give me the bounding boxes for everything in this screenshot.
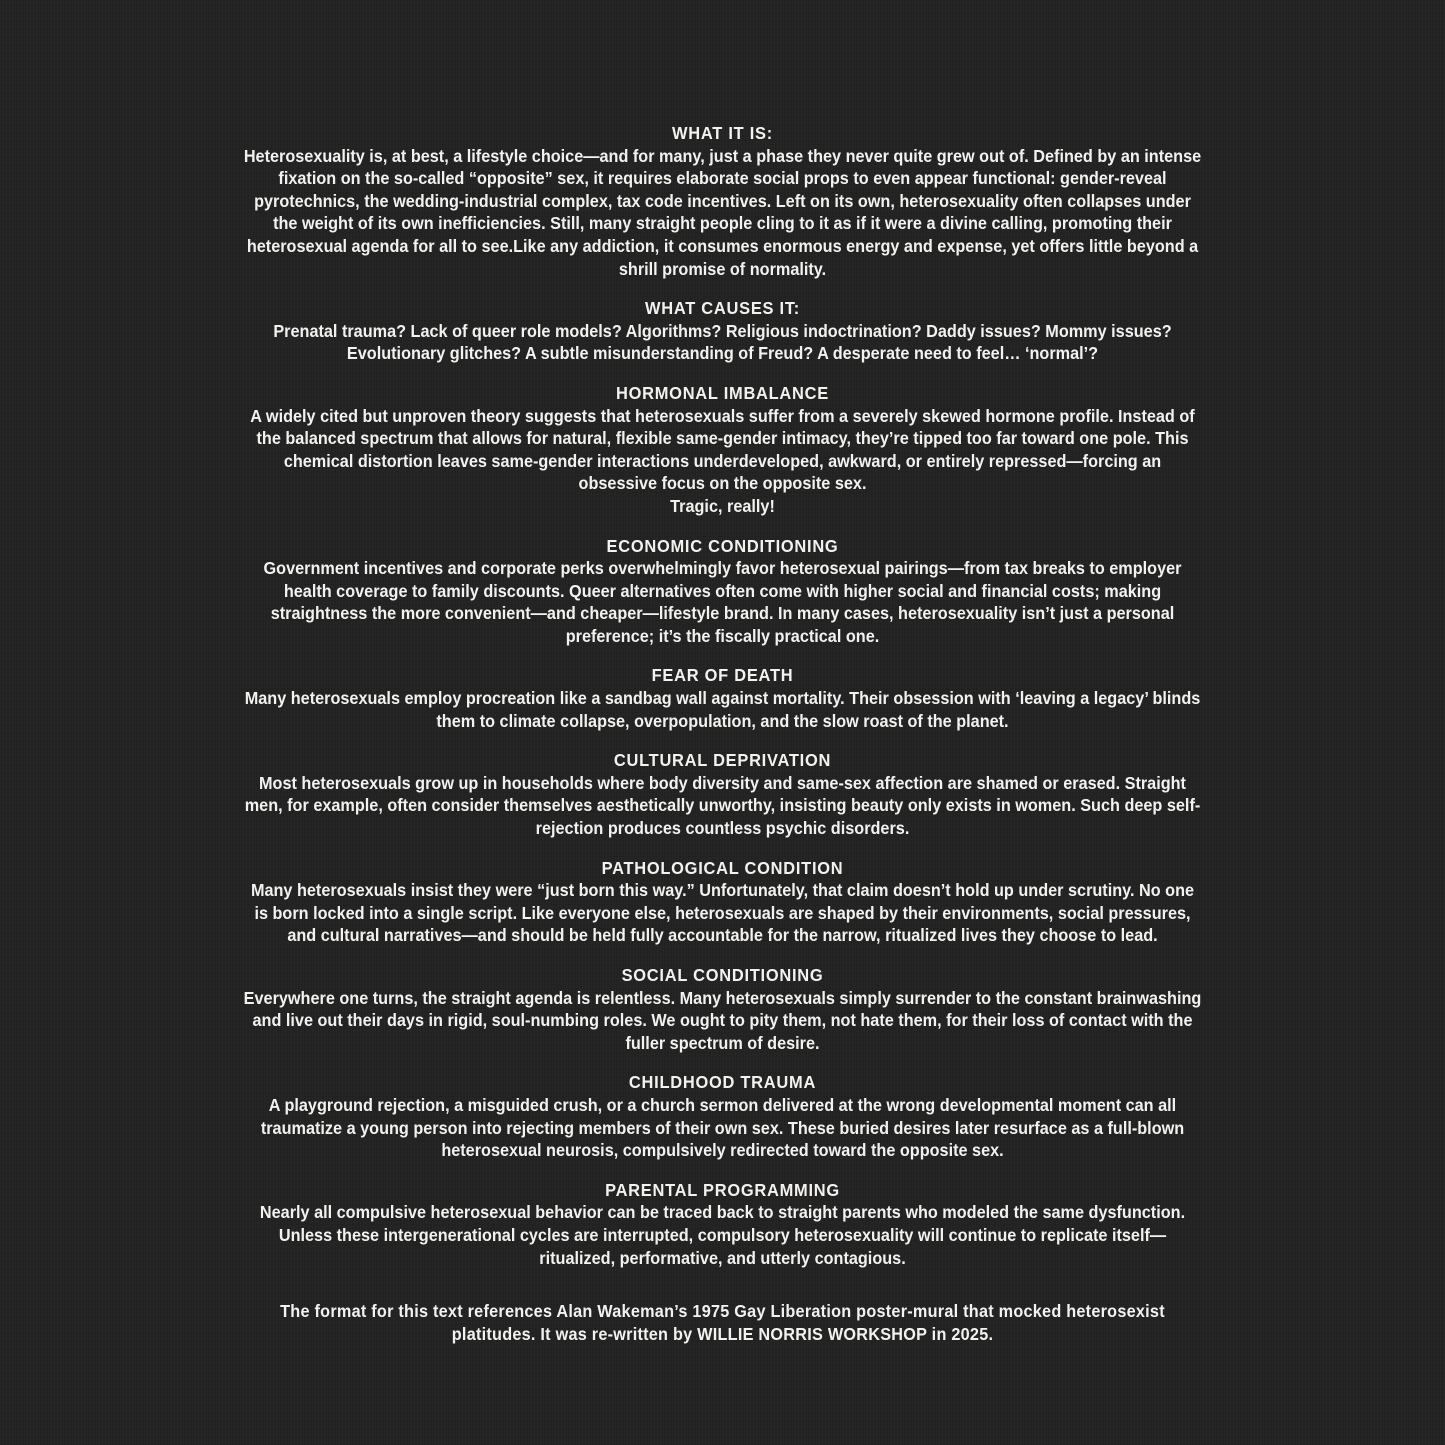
section-what-it-is — [243, 122, 1202, 280]
section-fear-of-death — [243, 664, 1202, 732]
section-social-conditioning — [243, 964, 1202, 1054]
section-body: Nearly all compulsive heterosexual behavior can be traced back to straight parents who modeled the same dysfunction. Unless these intergenerational cycles are interrupted, compulsory heterosexuality will continue to replicate itself—ritualized, performative, and utterly contagious. — [259, 1202, 1186, 1268]
section-heading: WHAT IT IS: — [672, 123, 773, 143]
section-body: A playground rejection, a misguided crush, or a church sermon delivered at the wrong developmental moment can all traumatize a young person into rejecting members of their own sex. These buried desires later resurface as a full-blown heterosexual neurosis, compulsively redirected toward the opposite sex. — [260, 1094, 1185, 1161]
section-what-causes-it — [243, 297, 1202, 365]
section-heading: PARENTAL PROGRAMMING — [605, 1179, 840, 1200]
section-heading: ECONOMIC CONDITIONING — [606, 535, 839, 556]
section-parental-programming — [243, 1179, 1202, 1269]
section-hormonal-imbalance — [243, 382, 1202, 518]
section-body: A widely cited but unproven theory suggests that heterosexuals suffer from a severely skewed hormone profile. Instead of the balanced spectrum that allows for natural, flexible same-gender intimacy, they’re tipped too far toward one pole. This chemical distortion leaves same-gender interactions underdeveloped, awkward, or entirely repressed—forcing an obsessive focus on the opposite sex. — [250, 405, 1195, 494]
section-body: Many heterosexuals insist they were “just born this way.” Unfortunately, that claim doesn’t hold up under scrutiny. No one is born locked into a single script. Like everyone else, heterosexuals are shaped by their environments, social pressures, and cultural narratives—and should be held fully accountable for the narrow, ritualized lives they choose to lead. — [250, 880, 1195, 946]
section-heading: CULTURAL DEPRIVATION — [613, 750, 832, 771]
section-tagline: Tragic, really! — [670, 495, 775, 516]
section-childhood-trauma — [243, 1071, 1202, 1161]
section-pathological-condition — [243, 857, 1202, 947]
section-body: Government incentives and corporate perks overwhelmingly favor heterosexual pairings—from tax breaks to employer health coverage to family discounts. Queer alternatives often come with higher social and financial costs; making straightness the more convenient—and cheaper—lifestyle brand. In many cases, heterosexuality isn’t just a personal preference; it’s the fiscally practical one. — [263, 558, 1182, 646]
printed-text-poster — [243, 0, 1202, 1345]
section-heading: FEAR OF DEATH — [651, 665, 794, 686]
section-economic-conditioning — [243, 535, 1202, 648]
section-heading: PATHOLOGICAL CONDITION — [601, 857, 844, 878]
section-cultural-deprivation — [243, 749, 1202, 839]
section-body: Many heterosexuals employ procreation like a sandbag wall against mortality. Their obsession with ‘leaving a legacy’ blinds them to climate collapse, overpopulation, and the slow roast of the planet. — [244, 688, 1201, 731]
section-heading: HORMONAL IMBALANCE — [616, 382, 829, 403]
section-body: Heterosexuality is, at best, a lifestyle choice—and for many, just a phase they never quite grew out of. Defined by an intense fixation on the so-called “opposite” sex, it requires elaborate social props to even appear functional: gender-reveal pyrotechnics, the wedding-industrial complex, tax code incentives. Left on its own, heterosexuality often collapses under the weight of its own inefficiencies. Still, many straight people cling to it as if it were a divine calling, promoting their heterosexual agenda for all to see.Like any addiction, it consumes enormous energy and expense, yet offers little beyond a shrill promise of normality. — [243, 145, 1202, 279]
section-heading: CHILDHOOD TRAUMA — [628, 1072, 817, 1093]
section-body: Prenatal trauma? Lack of queer role models? Algorithms? Religious indoctrination? Daddy issues? Mommy issues? Evolutionary glitches? A subtle misunderstanding of Freud? A desperate need to feel… ‘normal’? — [273, 320, 1172, 364]
section-heading: WHAT CAUSES IT: — [644, 298, 801, 319]
footer-credit: The format for this text references Alan Wakeman’s 1975 Gay Liberation poster-mural that mocked heterosexist platitudes. It was re-written by WILLIE NORRIS WORKSHOP in 2025. — [280, 1301, 1165, 1344]
section-heading: SOCIAL CONDITIONING — [621, 965, 824, 985]
section-body: Everywhere one turns, the straight agenda is relentless. Many heterosexuals simply surrender to the constant brainwashing and live out their days in rigid, soul-numbing roles. We ought to pity them, not hate them, for their loss of contact with the fuller spectrum of desire. — [243, 987, 1202, 1053]
section-body: Most heterosexuals grow up in households where body diversity and same-sex affection are shamed or erased. Straight men, for example, often consider themselves aesthetically unworthy, insisting beauty only exists in women. Such deep self-rejection produces countless psychic disorders. — [244, 772, 1201, 839]
